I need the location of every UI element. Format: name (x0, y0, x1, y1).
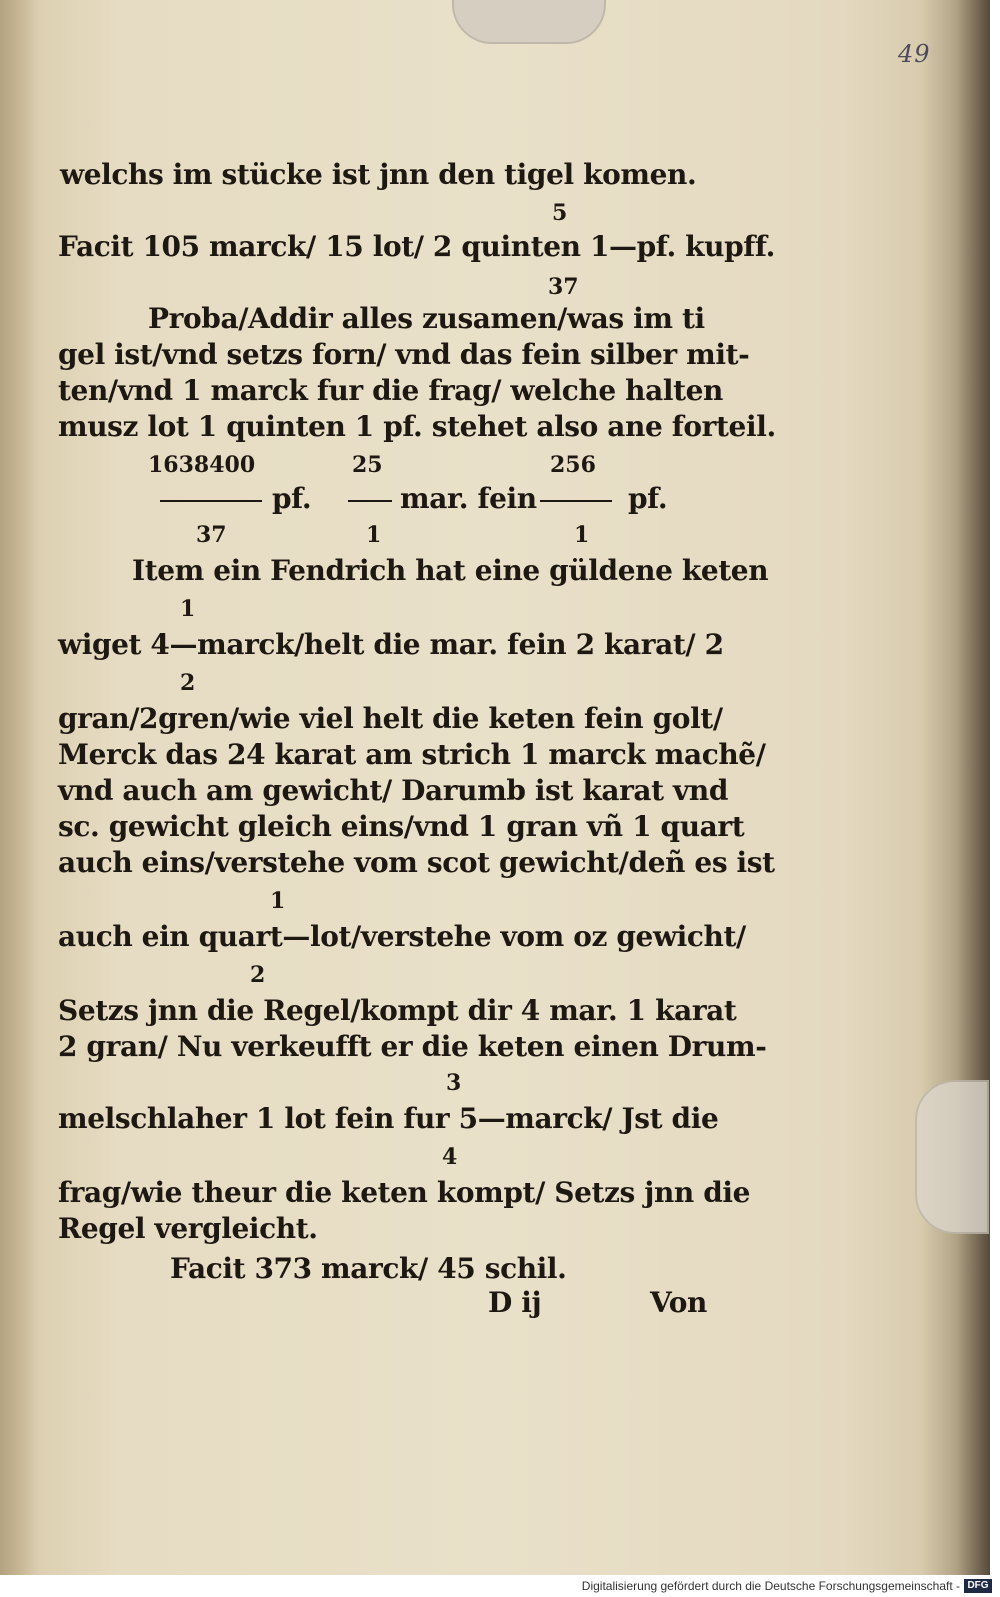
fraction-numerator: 1 (270, 888, 286, 914)
fraction-denominator: 37 (196, 522, 227, 548)
catchword: Von (650, 1286, 707, 1319)
text-line: welchs im stücke ist jnn den tigel komen. (60, 158, 697, 191)
unit-label: mar. fein (400, 482, 537, 515)
gutter-shadow (0, 0, 40, 1575)
text-line: melschlaher 1 lot fein fur 5—marck/ Jst die (58, 1102, 719, 1135)
fraction-numerator: 256 (550, 452, 596, 478)
text-line: sc. gewicht gleich eins/vnd 1 gran vñ 1 quart (58, 810, 745, 843)
text-line: 2 gran/ Nu verkeufft er die keten einen Drum- (58, 1030, 767, 1063)
text-line: gel ist/vnd setzs forn/ vnd das fein silber mit- (58, 338, 750, 371)
fraction-bar (160, 500, 262, 502)
text-line: Facit 373 marck/ 45 schil. (170, 1252, 567, 1285)
text-line: Facit 105 marck/ 15 lot/ 2 quinten 1—pf. kupff. (58, 230, 775, 263)
fraction-bar (348, 500, 392, 502)
text-line: Item ein Fendrich hat eine güldene keten (132, 554, 769, 587)
page-edge-shadow (958, 0, 990, 1575)
text-line: ten/vnd 1 marck fur die frag/ welche halten (58, 374, 723, 407)
fraction-denominator: 2 (250, 962, 266, 988)
text-line: gran/2gren/wie viel helt die keten fein golt/ (58, 702, 723, 735)
text-line: vnd auch am gewicht/ Darumb ist karat vnd (58, 774, 729, 807)
fraction-denominator: 4 (442, 1144, 458, 1170)
funding-notice: Digitalisierung gefördert durch die Deutsche Forschungsgemeinschaft - (581, 1579, 960, 1593)
fraction-bar (540, 500, 612, 502)
dfg-logo: DFG (964, 1579, 992, 1593)
fraction-numerator: 5 (552, 200, 568, 226)
text-line: frag/wie theur die keten kompt/ Setzs jnn die (58, 1176, 751, 1209)
text-line: auch ein quart—lot/verstehe vom oz gewicht/ (58, 920, 746, 953)
text-line: Regel vergleicht. (58, 1212, 318, 1245)
signature-mark: D ij (488, 1286, 542, 1319)
fraction-numerator: 25 (352, 452, 383, 478)
page-tab-top (452, 0, 606, 44)
text-line: musz lot 1 quinten 1 pf. stehet also ane forteil. (58, 410, 776, 443)
unit-label: pf. (628, 482, 668, 515)
footer-bar (0, 1577, 1000, 1597)
text-line: Proba/Addir alles zusamen/was im ti (148, 302, 705, 335)
unit-label: pf. (272, 482, 312, 515)
fraction-numerator: 1638400 (148, 452, 256, 478)
page-tab-right (915, 1080, 989, 1234)
fraction-denominator: 1 (366, 522, 382, 548)
text-line: auch eins/verstehe vom scot gewicht/deñ es ist (58, 846, 775, 879)
fraction-denominator: 2 (180, 670, 196, 696)
text-line: wiget 4—marck/helt die mar. fein 2 karat/ 2 (58, 628, 724, 661)
fraction-denominator: 1 (574, 522, 590, 548)
text-line: Setzs jnn die Regel/kompt dir 4 mar. 1 karat (58, 994, 737, 1027)
fraction-numerator: 3 (446, 1070, 462, 1096)
text-line: Merck das 24 karat am strich 1 marck machẽ/ (58, 738, 766, 771)
fraction-denominator: 37 (548, 274, 579, 300)
fraction-numerator: 1 (180, 596, 196, 622)
folio-number: 49 (898, 40, 931, 68)
